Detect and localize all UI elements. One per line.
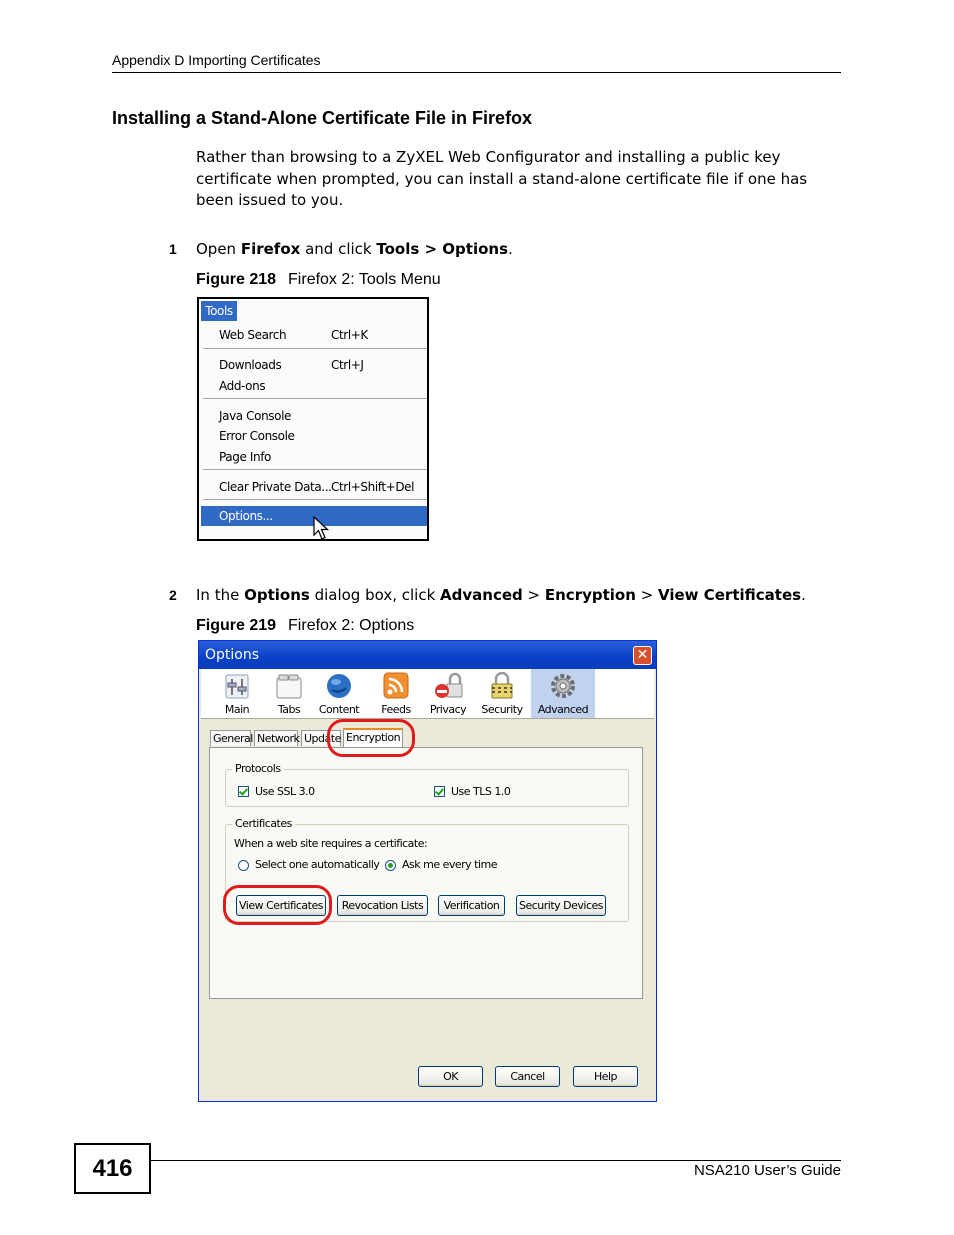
tools-menu [197,297,429,541]
running-header: Appendix D Importing Certificates [112,52,321,68]
tls-checkbox[interactable] [434,786,445,797]
tabs-pane-icon [274,672,304,700]
close-icon[interactable]: ✕ [633,646,652,665]
step-text: In the [196,586,245,604]
step-bold: View Certificates [658,586,802,604]
main-pane-icon [222,672,252,700]
options-dialog [198,640,657,1102]
figure-218-caption [196,271,441,289]
step-bold: Encryption [544,586,636,604]
figure-219-caption [196,617,414,635]
verification-button[interactable]: Verification [438,895,505,916]
step-1 [169,240,513,258]
ssl-checkbox[interactable] [238,786,249,797]
menu-separator [203,469,427,470]
pane-privacy[interactable] [423,669,473,718]
protocols-group [225,762,629,807]
cancel-button[interactable]: Cancel [495,1066,560,1087]
encryption-highlight-ring [327,719,415,757]
step-number: 1 [169,241,177,257]
globe-icon [324,672,354,700]
tab-update[interactable]: Update [301,730,341,746]
step-text: . [508,240,513,258]
ssl-label: Use SSL 3.0 [255,785,315,798]
pane-label: Feeds [381,703,411,716]
step-2 [169,586,806,604]
pane-label: Advanced [537,703,589,716]
menu-item-error-console[interactable]: Error Console [219,429,295,443]
pane-bar [201,669,654,719]
footer-rule [151,1160,841,1161]
view-certificates-highlight-ring [223,885,332,925]
rss-feed-icon [381,672,411,700]
revocation-lists-button[interactable]: Revocation Lists [337,895,428,916]
security-lock-icon [487,672,517,700]
menu-item-clear-private-data[interactable]: Clear Private Data... [219,480,332,494]
step-bold: Tools > Options [376,240,509,258]
menu-shortcut: Ctrl+K [331,328,368,342]
step-bold: Advanced [440,586,523,604]
step-text: and click [300,240,377,258]
intro-paragraph: Rather than browsing to a ZyXEL Web Configurator and installing a public key certificate when prompted, you can install a stand-alone certificate file if one has been issued to you. [196,148,808,209]
pane-label: Security [481,703,523,716]
figure-title: Firefox 2: Tools Menu [288,271,441,288]
dialog-title: Options [205,647,260,663]
figure-label: Figure 218 [196,271,277,288]
pane-label: Tabs [277,703,301,716]
menu-shortcut: Ctrl+J [331,358,364,372]
ask-every-time-radio[interactable] [385,860,396,871]
step-text: Open [196,240,241,258]
select-automatically-radio[interactable] [238,860,249,871]
privacy-lock-icon [433,672,463,700]
menu-separator [203,348,427,349]
pane-tabs[interactable] [269,669,309,718]
help-button[interactable]: Help [573,1066,638,1087]
ask-every-time-label: Ask me every time [402,858,498,871]
header-rule [112,72,841,73]
step-text: . [801,586,806,604]
pane-feeds[interactable] [371,669,421,718]
guide-title: NSA210 User’s Guide [693,1162,841,1179]
certificate-prompt: When a web site requires a certificate: [234,837,428,850]
menu-item-add-ons[interactable]: Add-ons [219,379,266,393]
select-automatically-label: Select one automatically [255,858,380,871]
step-bold: Firefox [240,240,301,258]
security-devices-button[interactable]: Security Devices [516,895,606,916]
tls-label: Use TLS 1.0 [451,785,511,798]
tools-menu-bar[interactable]: Tools [201,301,237,321]
ok-button[interactable]: OK [418,1066,483,1087]
step-text: > [635,586,659,604]
pane-label: Content [318,703,360,716]
section-title: Installing a Stand-Alone Certificate File in Firefox [112,108,533,128]
menu-separator [203,398,427,399]
page-number: 416 [74,1143,151,1194]
tab-encryption[interactable]: Encryption [343,728,403,747]
encryption-tab-page [209,747,643,999]
pane-advanced[interactable] [531,669,595,718]
protocols-label: Protocols [232,762,284,775]
step-text: dialog box, click [309,586,441,604]
dialog-titlebar [199,641,656,669]
step-text: > [522,586,545,604]
pane-label: Privacy [429,703,467,716]
menu-separator [203,499,427,500]
pane-label: Main [224,703,250,716]
step-number: 2 [169,587,177,603]
menu-shortcut: Ctrl+Shift+Del [331,480,415,494]
tab-general[interactable]: General [210,730,251,746]
gear-icon [548,672,578,700]
pane-content[interactable] [313,669,365,718]
figure-title: Firefox 2: Options [288,617,415,634]
menu-item-web-search[interactable]: Web Search [219,328,287,342]
menu-item-page-info[interactable]: Page Info [219,450,271,464]
step-bold: Options [244,586,310,604]
certificates-label: Certificates [232,817,295,830]
pane-security[interactable] [475,669,529,718]
mouse-cursor-icon [313,516,331,542]
pane-main[interactable] [205,669,269,718]
view-certificates-button[interactable]: View Certificates [236,895,326,916]
menu-item-java-console[interactable]: Java Console [219,409,291,423]
figure-label: Figure 219 [196,617,277,634]
menu-item-label: Options... [219,509,273,523]
tab-network[interactable]: Network [254,730,298,746]
menu-item-downloads[interactable]: Downloads [219,358,282,372]
